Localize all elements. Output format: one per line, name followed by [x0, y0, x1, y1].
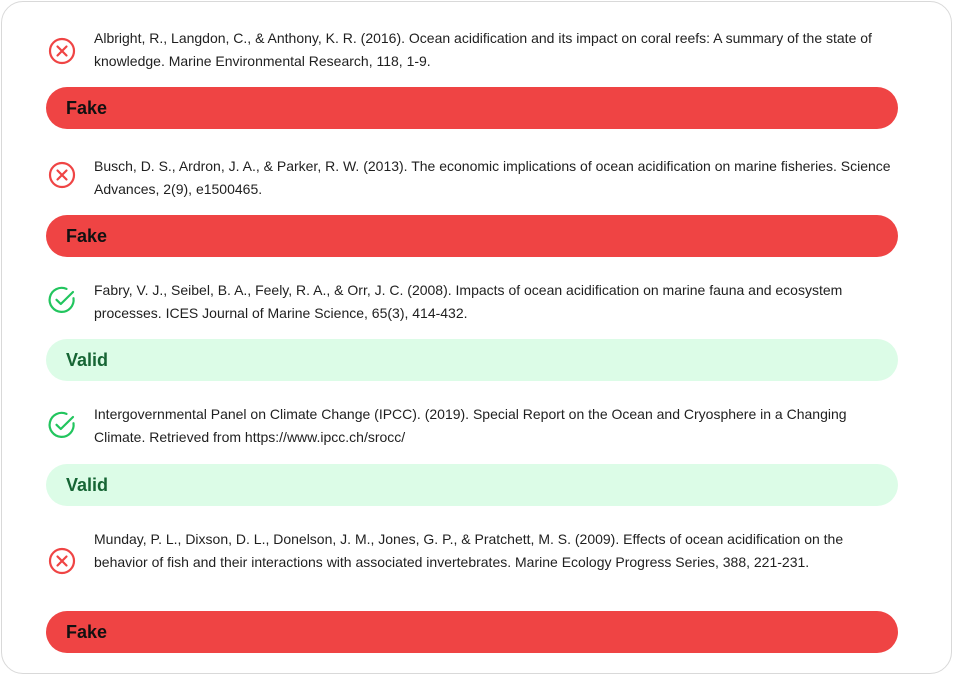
- reference-citation: Albright, R., Langdon, C., & Anthony, K. R. (2016). Ocean acidification and its impact on coral reefs: A summary of the state of knowledge. Marine Environmental Research, 118, 1-9.: [94, 30, 872, 69]
- check-circle-icon: [46, 409, 78, 441]
- verdict-badge-valid: Valid: [46, 464, 898, 506]
- x-circle-icon: [46, 35, 78, 67]
- verdict-badge-fake: Fake: [46, 611, 898, 653]
- references-card: [1, 1, 952, 674]
- verdict-badge-fake: Fake: [46, 215, 898, 257]
- x-circle-icon: [46, 545, 78, 577]
- check-circle-icon: [46, 284, 78, 316]
- reference-citation: Intergovernmental Panel on Climate Change (IPCC). (2019). Special Report on the Ocean and Cryosphere in a Changing Climate. Retrieved from https://www.ipcc.ch/srocc/: [94, 406, 847, 445]
- verdict-badge-fake: Fake: [46, 87, 898, 129]
- reference-citation: Fabry, V. J., Seibel, B. A., Feely, R. A., & Orr, J. C. (2008). Impacts of ocean acidification on marine fauna and ecosystem processes. ICES Journal of Marine Science, 65(3), 414-432.: [94, 282, 843, 321]
- reference-citation: Busch, D. S., Ardron, J. A., & Parker, R. W. (2013). The economic implications of ocean acidification on marine fisheries. Science Advances, 2(9), e1500465.: [94, 158, 891, 197]
- reference-citation: Munday, P. L., Dixson, D. L., Donelson, J. M., Jones, G. P., & Pratchett, M. S. (2009). Effects of ocean acidification on the behavior of fish and their interactions with associated invertebrates. Marine Ecology Progress Series, 388, 221-231.: [94, 531, 844, 570]
- x-circle-icon: [46, 159, 78, 191]
- verdict-badge-valid: Valid: [46, 339, 898, 381]
